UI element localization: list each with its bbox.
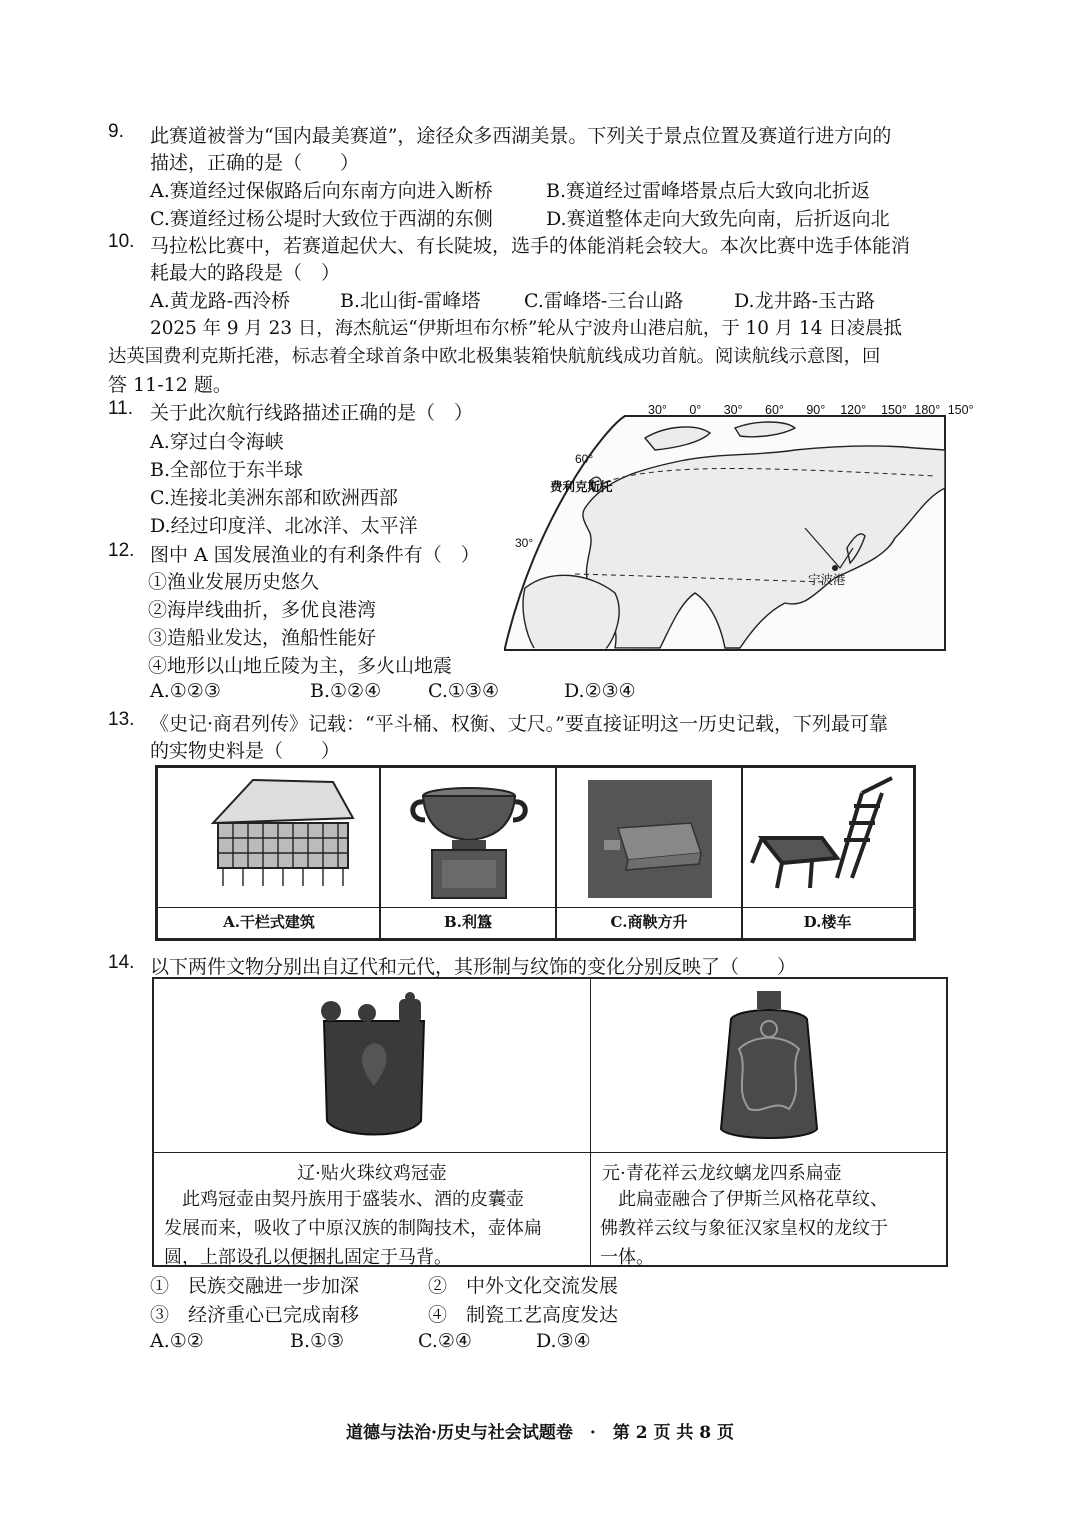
passage-line1: 2025 年 9 月 23 日，海杰航运“伊斯坦布尔桥”轮从宁波舟山港启航，于 10 月 14 日凌晨抵 bbox=[150, 318, 902, 339]
q10-number: 10. bbox=[108, 231, 135, 252]
map-lat-60-label: 60° bbox=[575, 452, 594, 466]
passage-line3: 答 11-12 题。 bbox=[108, 374, 232, 396]
q13-caption-d: D.楼车 bbox=[742, 907, 913, 938]
q13-cell-c bbox=[555, 767, 743, 939]
lou-che-seeder-image bbox=[742, 768, 914, 908]
q12-option-c: C.①③④ bbox=[428, 680, 499, 702]
q13-cell-a bbox=[157, 767, 381, 939]
q14-column-divider bbox=[590, 979, 591, 1265]
q14-item-3: ③ 经济重心已完成南移 bbox=[150, 1304, 360, 1326]
q12-item-1: ①渔业发展历史悠久 bbox=[148, 571, 320, 593]
q14-item-2: ② 中外文化交流发展 bbox=[428, 1275, 619, 1297]
q10-option-c: C.雷峰塔-三台山路 bbox=[524, 290, 684, 312]
yuan-desc-line: 佛教祥云纹与象征汉家皇权的龙纹于 bbox=[600, 1218, 888, 1239]
q10-option-d: D.龙井路-玉古路 bbox=[734, 290, 876, 312]
liao-cockscomb-pot-image bbox=[309, 991, 439, 1143]
q10-stem-line2: 耗最大的路段是（ ） bbox=[150, 262, 341, 284]
q10-option-b: B.北山街-雷峰塔 bbox=[340, 290, 481, 312]
liao-desc-line: 圆，上部设孔以便捆扎固定于马背。 bbox=[164, 1247, 452, 1268]
q14-option-b: B.①③ bbox=[290, 1330, 345, 1352]
q14-item-1: ① 民族交融进一步加深 bbox=[150, 1275, 360, 1297]
q9-option-a: A.赛道经过保俶路后向东南方向进入断桥 bbox=[150, 180, 493, 202]
q12-option-a: A.①②③ bbox=[150, 680, 221, 702]
q12-item-4: ④地形以山地丘陵为主，多火山地震 bbox=[148, 655, 453, 677]
q13-caption-c: C.商鞅方升 bbox=[556, 907, 742, 938]
q14-option-d: D.③④ bbox=[536, 1330, 591, 1352]
liao-pot-title: 辽·贴火珠纹鸡冠壶 bbox=[297, 1163, 447, 1184]
q9-number: 9. bbox=[108, 121, 124, 142]
map-longitude-labels: 30° 0° 30° 60° 90° 120° 150° 180° 150° bbox=[648, 403, 974, 417]
liao-pot-description bbox=[164, 1185, 542, 1272]
q13-caption-a: A.干栏式建筑 bbox=[158, 907, 380, 938]
q12-item-2: ②海岸线曲折，多优良港湾 bbox=[148, 599, 377, 621]
q11-number: 11. bbox=[108, 398, 134, 419]
africa-landmass bbox=[523, 575, 619, 650]
q14-option-c: C.②④ bbox=[418, 1330, 472, 1352]
shang-yang-measure-image bbox=[556, 768, 743, 908]
q12-number: 12. bbox=[108, 540, 135, 561]
q9-option-d: D.赛道整体走向大致先向南，后折返向北 bbox=[546, 208, 890, 230]
liao-desc-line: 此鸡冠壶由契丹族用于盛装水、酒的皮囊壶 bbox=[164, 1189, 524, 1210]
yuan-pot-title: 元·青花祥云龙纹螭龙四系扁壶 bbox=[602, 1163, 842, 1184]
map-label-ningbo: 宁波港 bbox=[808, 572, 846, 587]
q11-option-d: D.经过印度洋、北冰洋、太平洋 bbox=[150, 515, 418, 537]
q13-stem-line2: 的实物史料是（ ） bbox=[150, 740, 341, 762]
q9-option-c: C.赛道经过杨公堤时大致位于西湖的东侧 bbox=[150, 208, 493, 230]
q10-option-a: A.黄龙路-西泠桥 bbox=[150, 290, 291, 312]
q11-stem: 关于此次航行线路描述正确的是（ ） bbox=[150, 402, 474, 424]
q13-image-table bbox=[155, 765, 916, 941]
q14-item-4: ④ 制瓷工艺高度发达 bbox=[428, 1304, 619, 1326]
q9-option-b: B.赛道经过雷峰塔景点后大致向北折返 bbox=[546, 180, 871, 202]
q12-option-b: B.①②④ bbox=[310, 680, 382, 702]
q14-number: 14. bbox=[108, 952, 135, 973]
q14-stem: 以下两件文物分别出自辽代和元代，其形制与纹饰的变化分别反映了（ ） bbox=[150, 956, 797, 978]
q14-row-divider bbox=[154, 1152, 946, 1153]
q13-cell-d bbox=[741, 767, 914, 939]
yuan-desc-line: 此扁壶融合了伊斯兰风格花草纹、 bbox=[600, 1189, 888, 1210]
q12-stem: 图中 A 国发展渔业的有利条件有（ ） bbox=[150, 544, 480, 566]
q11-option-a: A.穿过白令海峡 bbox=[150, 431, 284, 453]
q13-number: 13. bbox=[108, 709, 135, 730]
q11-option-b: B.全部位于东半球 bbox=[150, 459, 304, 481]
page-footer: 道德与法治·历史与社会试题卷 · 第 2 页 共 8 页 bbox=[345, 1423, 735, 1443]
map-lat-30-label: 30° bbox=[515, 536, 534, 550]
q13-stem-line1: 《史记·商君列传》记载：“平斗桶、权衡、丈尺。”要直接证明这一历史记载，下列最可靠 bbox=[150, 713, 888, 735]
q9-stem-line1: 此赛道被誉为“国内最美赛道”，途径众多西湖美景。下列关于景点位置及赛道行进方向的 bbox=[150, 125, 892, 147]
route-map bbox=[495, 398, 955, 668]
map-label-felixstowe: 费利克斯托 bbox=[550, 479, 613, 494]
li-gui-bronze-image bbox=[380, 768, 557, 908]
q12-option-d: D.②③④ bbox=[564, 680, 636, 702]
yuan-pot-description bbox=[600, 1185, 888, 1272]
stilt-house-image bbox=[158, 768, 381, 908]
yuan-desc-line: 一体。 bbox=[600, 1247, 654, 1268]
q13-cell-b bbox=[379, 767, 557, 939]
q14-option-a: A.①② bbox=[150, 1330, 204, 1352]
yuan-flat-pot-image bbox=[709, 989, 829, 1145]
liao-desc-line: 发展而来，吸收了中原汉族的制陶技术，壶体扁 bbox=[164, 1218, 542, 1239]
passage-line2: 达英国费利克斯托港，标志着全球首条中欧北极集装箱快航航线成功首航。阅读航线示意图，回 bbox=[108, 346, 881, 367]
q12-item-3: ③造船业发达，渔船性能好 bbox=[148, 627, 377, 649]
q10-stem-line1: 马拉松比赛中，若赛道起伏大、有长陡坡，选手的体能消耗会较大。本次比赛中选手体能消 bbox=[150, 235, 911, 257]
q11-option-c: C.连接北美洲东部和欧洲西部 bbox=[150, 487, 398, 509]
q9-stem-line2: 描述，正确的是（ ） bbox=[150, 152, 360, 174]
q13-caption-b: B.利簋 bbox=[380, 907, 556, 938]
q14-artifact-table bbox=[152, 977, 948, 1267]
